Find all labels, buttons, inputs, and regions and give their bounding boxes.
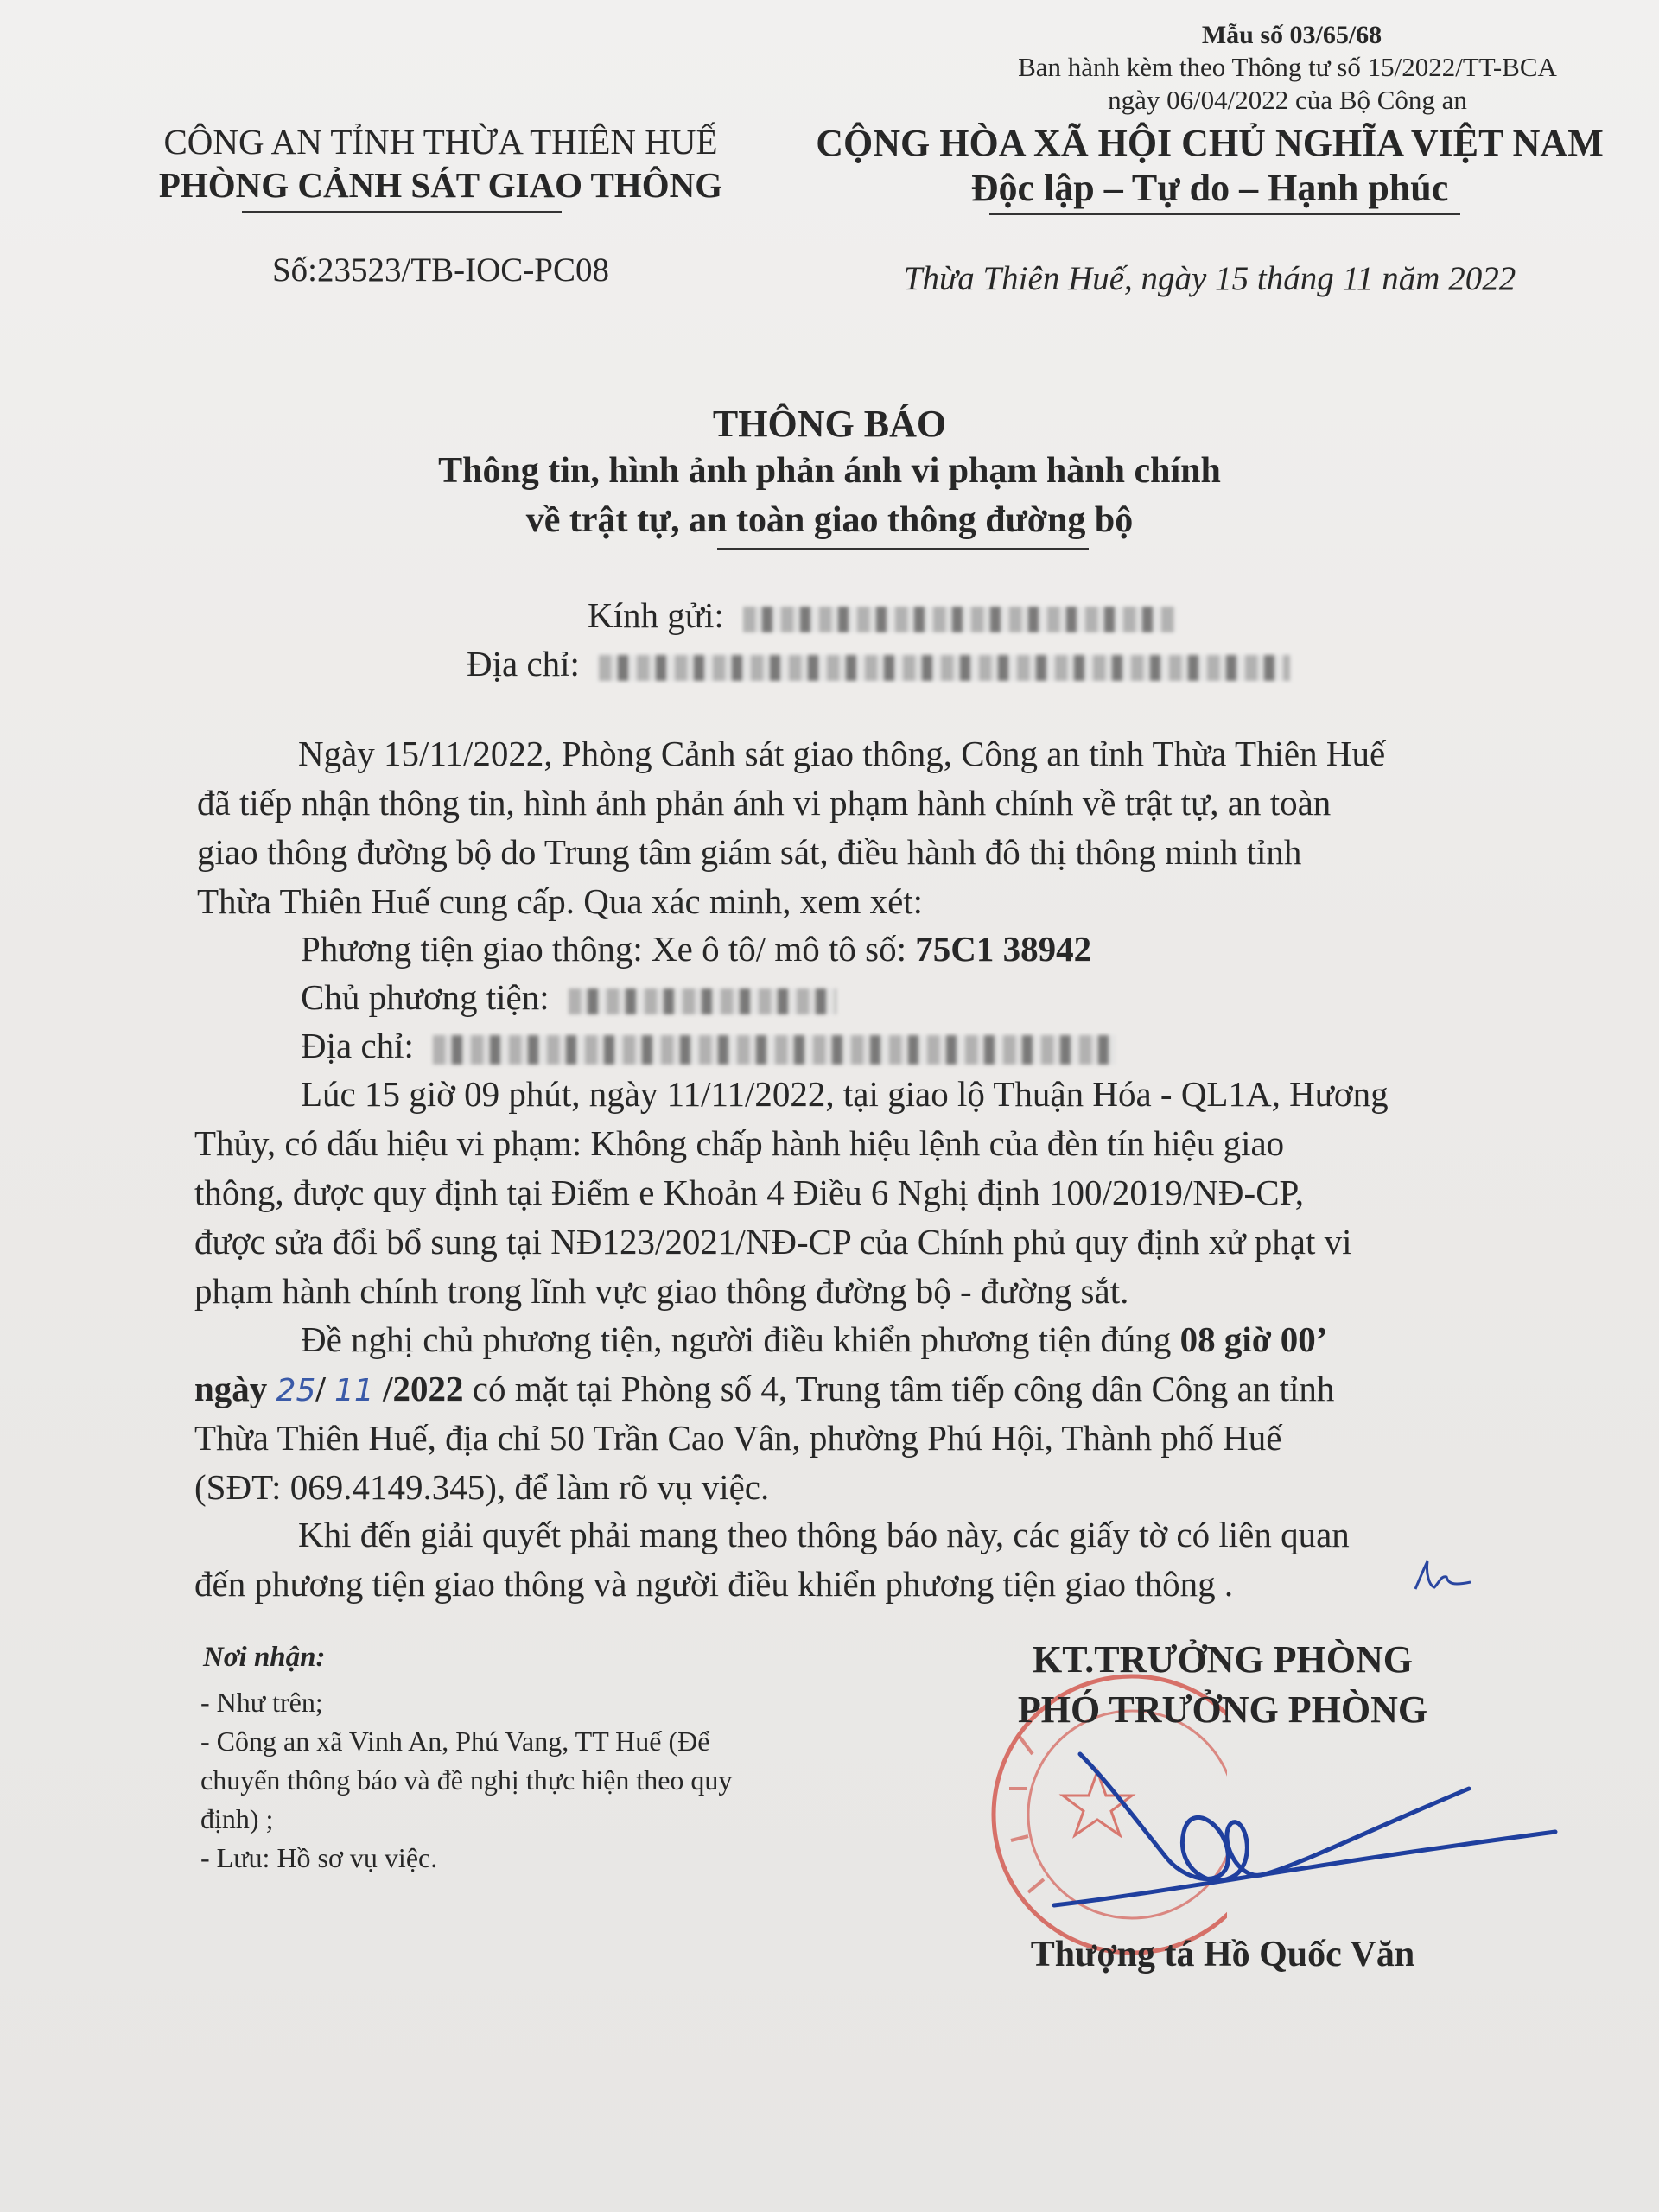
issued-note-line1: Ban hành kèm theo Thông tư số 15/2022/TT-BCA <box>1018 52 1557 82</box>
body-p3-line2 <box>194 1368 1334 1409</box>
organization-parent: CÔNG AN TỈNH THỪA THIÊN HUẾ <box>163 122 718 162</box>
owner-address-row <box>301 1025 1116 1066</box>
organization-name: PHÒNG CẢNH SÁT GIAO THÔNG <box>158 165 723 205</box>
initial-mark-icon <box>1408 1551 1478 1603</box>
receiver-item-2-line3: định) ; <box>200 1803 274 1834</box>
owner-row <box>301 976 836 1018</box>
receiver-item-3: - Lưu: Hồ sơ vụ việc. <box>200 1842 438 1873</box>
handwritten-signature-icon <box>1037 1728 1573 1936</box>
body-p1-line1: Ngày 15/11/2022, Phòng Cảnh sát giao thông, Công an tỉnh Thừa Thiên Huế <box>298 734 1386 773</box>
redacted-recipient-name <box>743 607 1175 632</box>
body-p1-line2: đã tiếp nhận thông tin, hình ảnh phản ánh vi phạm hành chính về trật tự, an toàn <box>197 783 1332 823</box>
appointment-time: 08 giờ 00’ <box>1179 1319 1328 1359</box>
receivers-title: Nơi nhận: <box>203 1642 326 1673</box>
redacted-owner-name <box>569 988 836 1014</box>
body-p3-line4: (SĐT: 069.4149.345), để làm rõ vụ việc. <box>194 1467 770 1507</box>
body-p3-line3: Thừa Thiên Huế, địa chỉ 50 Trần Cao Vân, phường Phú Hội, Thành phố Huế <box>194 1418 1282 1458</box>
document-subtitle-line2: về trật tự, an toàn giao thông đường bộ <box>525 500 1134 540</box>
signer-name: Thượng tá Hồ Quốc Văn <box>1030 1935 1415 1974</box>
body-p1-line4: Thừa Thiên Huế cung cấp. Qua xác minh, xem xét: <box>197 881 924 921</box>
body-p4-line1: Khi đến giải quyết phải mang theo thông báo này, các giấy tờ có liên quan <box>298 1515 1350 1554</box>
owner-address-label: Địa chỉ: <box>301 1026 414 1065</box>
receiver-item-2-line2: chuyển thông báo và đề nghị thực hiện theo quy <box>200 1764 733 1796</box>
recipient-address-label: Địa chỉ: <box>467 644 580 683</box>
redacted-owner-address <box>433 1035 1116 1065</box>
place-and-date: Thừa Thiên Huế, ngày 15 tháng 11 năm 2022 <box>903 260 1516 297</box>
document-subtitle-line1: Thông tin, hình ảnh phản ánh vi phạm hành chính <box>438 451 1221 491</box>
p3-request-text: Đề nghị chủ phương tiện, người điều khiển phương tiện đúng <box>301 1319 1172 1359</box>
appointment-day-label: ngày <box>194 1369 268 1408</box>
national-title: CỘNG HÒA XÃ HỘI CHỦ NGHĨA VIỆT NAM <box>816 122 1604 164</box>
date-separator: / <box>315 1369 326 1408</box>
vehicle-label: Phương tiện giao thông: Xe ô tô/ mô tô số: <box>301 929 907 969</box>
body-p4-line2: đến phương tiện giao thông và người điều khiển phương tiện giao thông . <box>194 1564 1234 1604</box>
handwritten-month: 11 <box>334 1373 374 1408</box>
recipient-address-row <box>467 643 1290 684</box>
signer-title-line1: KT.TRƯỞNG PHÒNG <box>1033 1638 1413 1681</box>
body-p2-line4: được sửa đổi bổ sung tại NĐ123/2021/NĐ-CP của Chính phủ quy định xử phạt vi <box>194 1222 1352 1262</box>
document-number: Số:23523/TB-IOC-PC08 <box>271 251 610 289</box>
body-p2-line5: phạm hành chính trong lĩnh vực giao thông đường bộ - đường sắt. <box>194 1271 1129 1311</box>
signer-title-line2: PHÓ TRƯỞNG PHÒNG <box>1017 1688 1428 1731</box>
issued-note-line2: ngày 06/04/2022 của Bộ Công an <box>1108 85 1467 115</box>
receiver-item-1: - Như trên; <box>200 1687 323 1718</box>
body-p3-line1 <box>301 1319 1327 1360</box>
recipient-row <box>588 594 1175 636</box>
appointment-year: /2022 <box>383 1369 464 1408</box>
owner-label: Chủ phương tiện: <box>301 977 550 1017</box>
body-p2-line1: Lúc 15 giờ 09 phút, ngày 11/11/2022, tại giao lộ Thuận Hóa - QL1A, Hương <box>301 1074 1389 1114</box>
handwritten-day: 25 <box>276 1373 316 1408</box>
body-p1-line3: giao thông đường bộ do Trung tâm giám sát, điều hành đô thị thông minh tỉnh <box>197 832 1302 872</box>
title-underline <box>717 548 1089 550</box>
vehicle-plate: 75C1 38942 <box>915 929 1092 969</box>
document-title: THÔNG BÁO <box>712 403 947 445</box>
organization-underline <box>242 211 562 213</box>
recipient-label: Kính gửi: <box>588 595 724 635</box>
redacted-recipient-address <box>599 655 1290 681</box>
p3-location-text: có mặt tại Phòng số 4, Trung tâm tiếp công dân Công an tỉnh <box>472 1369 1335 1408</box>
national-motto: Độc lập – Tự do – Hạnh phúc <box>970 167 1449 209</box>
motto-underline <box>989 213 1460 215</box>
form-number: Mẫu số 03/65/68 <box>1201 21 1382 49</box>
body-p2-line3: thông, được quy định tại Điểm e Khoản 4 Điều 6 Nghị định 100/2019/NĐ-CP, <box>194 1173 1305 1212</box>
receiver-item-2-line1: - Công an xã Vinh An, Phú Vang, TT Huế (Để <box>200 1726 710 1757</box>
body-p2-line2: Thủy, có dấu hiệu vi phạm: Không chấp hành hiệu lệnh của đèn tín hiệu giao <box>194 1123 1285 1163</box>
vehicle-row <box>301 928 1091 969</box>
